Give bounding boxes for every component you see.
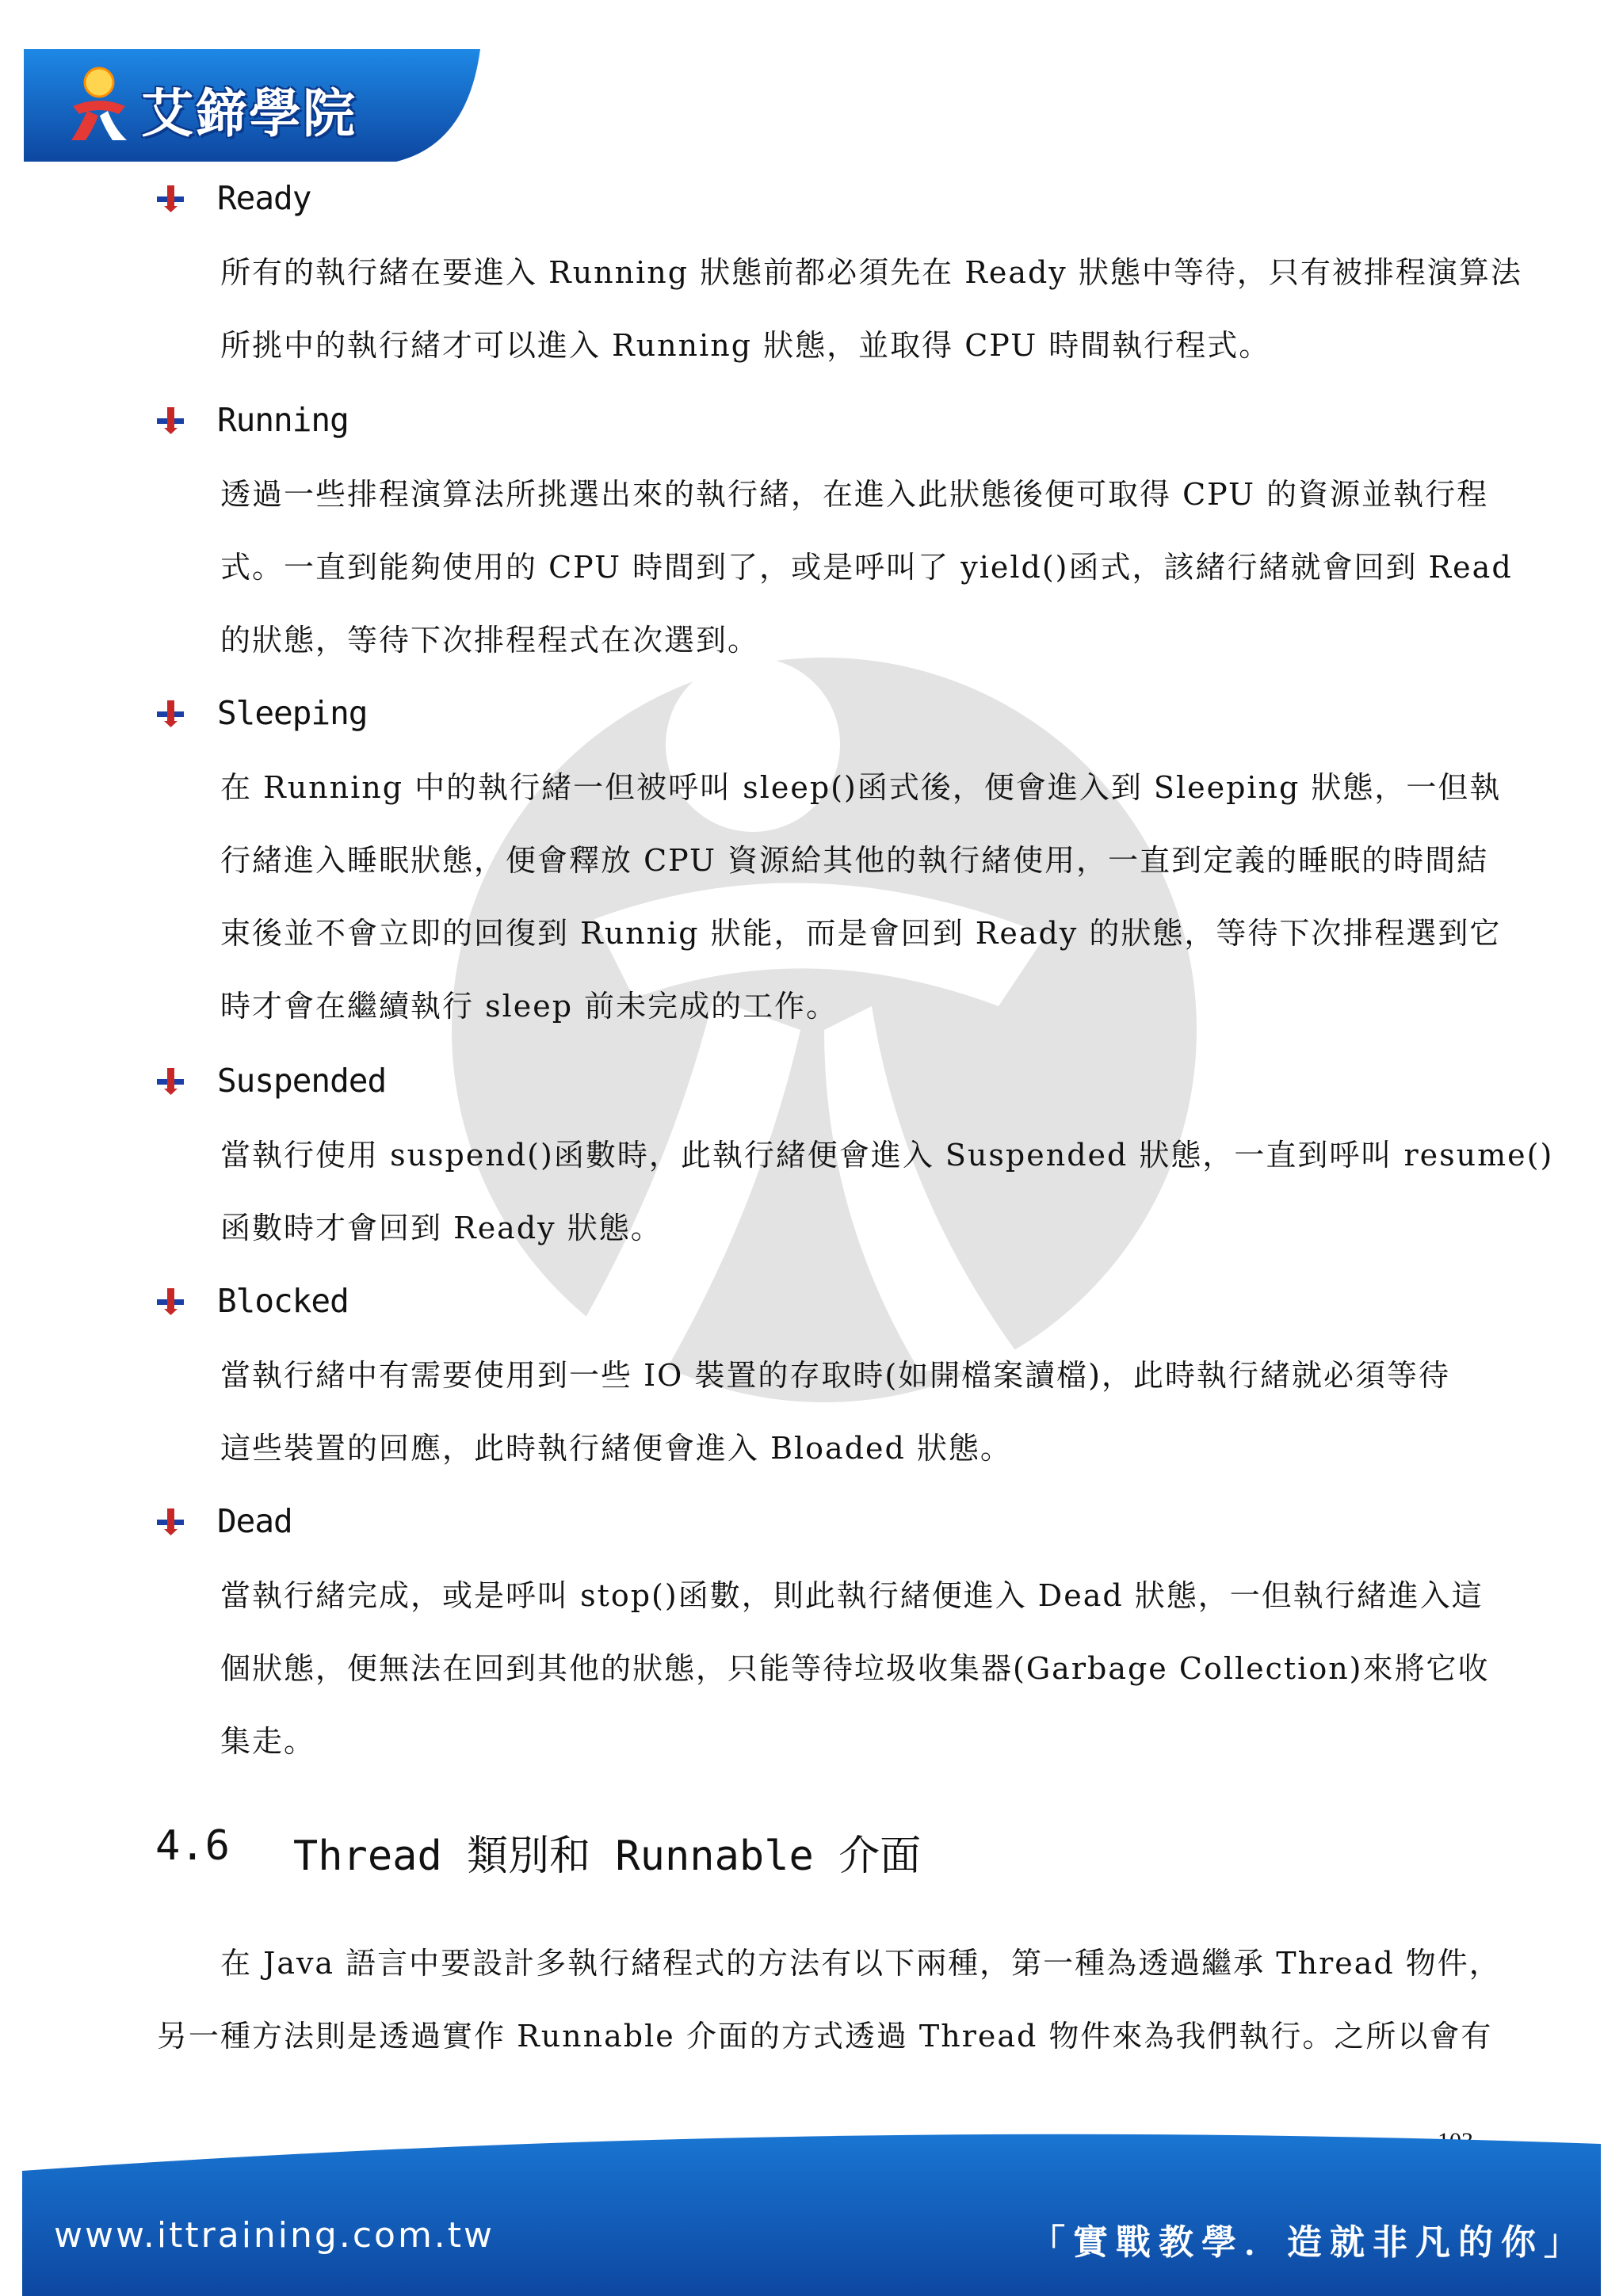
section-number: 4.6 (155, 1822, 230, 1870)
item-heading-label: Sleeping (217, 694, 368, 732)
item-heading-label: Ready (217, 179, 311, 217)
section-body-line: 另一種方法則是透過實作 Runnable 介面的方式透過 Thread 物件來為我們執行。之所以會有 (157, 2019, 1493, 2054)
paragraph-line: 束後並不會立即的回復到 Runnig 狀能，而是會回到 Ready 的狀態，等待下次排程選到它 (220, 916, 1502, 951)
paragraph-line: 所有的執行緒在要進入 Running 狀態前都必須先在 Ready 狀態中等待，只有被排程演算法 (220, 255, 1522, 290)
bullet-icon (157, 1066, 185, 1095)
paragraph-line: 個狀態，便無法在回到其他的狀態，只能等待垃圾收集器(Garbage Collection)來將它收 (220, 1651, 1490, 1686)
paragraph-line: 當執行使用 suspend()函數時，此執行緒便會進入 Suspended 狀態，一直到呼叫 resume() (220, 1138, 1554, 1173)
item-heading-sleeping (157, 689, 367, 737)
paragraph-line: 當執行緒中有需要使用到一些 IO 裝置的存取時(如開檔案讀檔)，此時執行緒就必須等待 (220, 1358, 1450, 1393)
item-heading-ready (157, 174, 311, 222)
section-title: Thread 類別和 Runnable 介面 (292, 1833, 922, 1880)
item-heading-running (157, 396, 349, 444)
bullet-icon (157, 184, 185, 212)
paragraph-line: 所挑中的執行緒才可以進入 Running 狀態，並取得 CPU 時間執行程式。 (220, 328, 1271, 363)
paragraph-line: 時才會在繼續執行 sleep 前未完成的工作。 (220, 989, 838, 1024)
item-heading-dead (157, 1497, 292, 1545)
paragraph-line: 透過一些排程演算法所挑選出來的執行緒，在進入此狀態後便可取得 CPU 的資源並執行程 (220, 477, 1489, 512)
bullet-icon (157, 1287, 185, 1315)
footer-banner (0, 2123, 1623, 2296)
watermark-logo-icon (428, 634, 1220, 1426)
paragraph-line: 函數時才會回到 Ready 狀態。 (220, 1211, 663, 1245)
logo-mark-icon (63, 65, 135, 144)
paragraph-line: 行緒進入睡眠狀態，便會釋放 CPU 資源給其他的執行緒使用，一直到定義的睡眠的時間結 (220, 843, 1489, 878)
section-body-line: 在 Java 語言中要設計多執行緒程式的方法有以下兩種，第一種為透過繼承 Thread 物件， (220, 1946, 1501, 1981)
item-heading-label: Suspended (217, 1062, 387, 1100)
bullet-icon (157, 1507, 185, 1535)
paragraph-line: 式。一直到能夠使用的 CPU 時間到了，或是呼叫了 yield()函式，該緒行緒就會回到 Read (220, 550, 1513, 585)
bullet-icon (157, 406, 185, 434)
item-heading-label: Running (217, 401, 349, 439)
paragraph-line: 在 Running 中的執行緒一但被呼叫 sleep()函式後，便會進入到 Sleeping 狀態，一但執 (220, 770, 1502, 805)
item-heading-blocked (157, 1277, 349, 1325)
logo (63, 63, 396, 151)
footer-slogan: 「實戰教學．造就非凡的你」 (1030, 2222, 1587, 2263)
item-heading-suspended (157, 1057, 386, 1104)
paragraph-line: 當執行緒完成，或是呼叫 stop()函數，則此執行緒便進入 Dead 狀態，一但執行緒進入這 (220, 1578, 1484, 1613)
item-heading-label: Dead (217, 1502, 292, 1540)
bullet-icon (157, 699, 185, 727)
section-heading (155, 1822, 921, 1882)
item-heading-label: Blocked (217, 1282, 349, 1320)
logo-text: 艾鍗學院 (141, 83, 357, 144)
paragraph-line: 這些裝置的回應，此時執行緒便會進入 Bloaded 狀態。 (220, 1431, 1012, 1466)
paragraph-line: 集走。 (220, 1724, 316, 1759)
paragraph-line: 的狀態，等待下次排程程式在次選到。 (220, 623, 760, 658)
footer-url: www.ittraining.com.tw (54, 2215, 495, 2256)
